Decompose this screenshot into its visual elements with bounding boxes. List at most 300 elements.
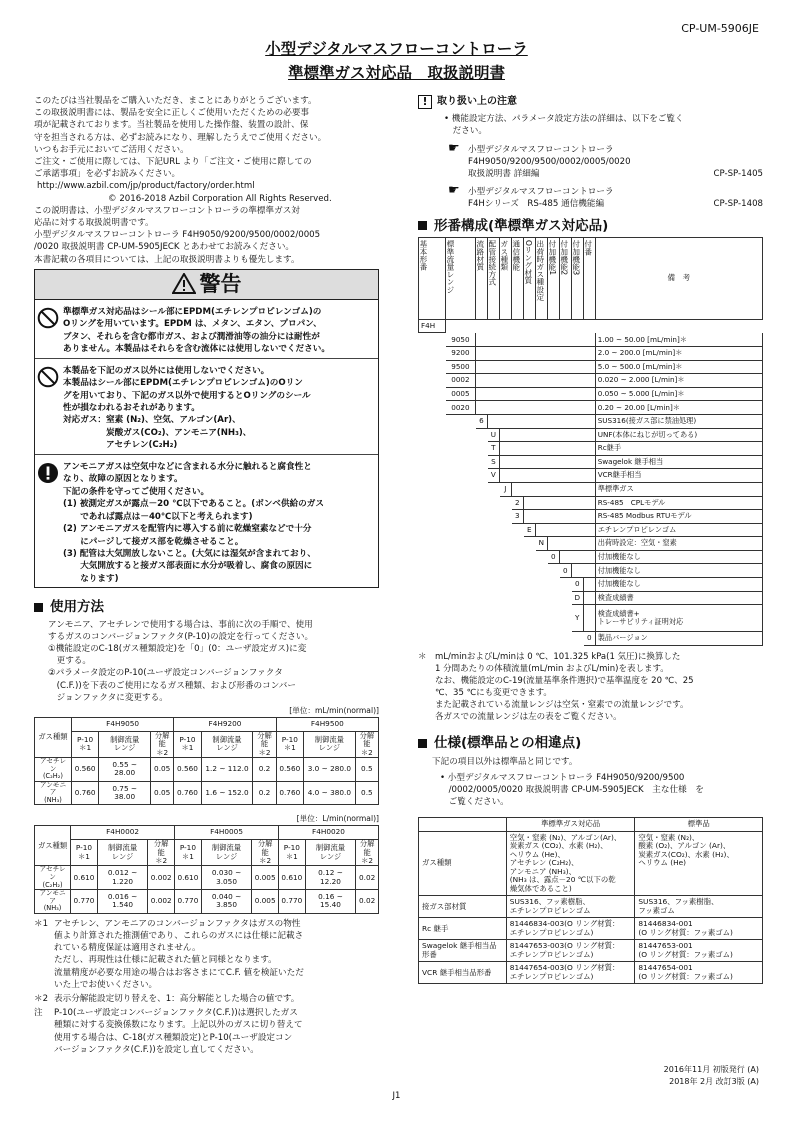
dash-cell bbox=[571, 333, 583, 347]
value-cell: 0.002 bbox=[148, 866, 175, 890]
blank-cell bbox=[445, 510, 475, 524]
blank-cell bbox=[419, 550, 446, 564]
model-row bbox=[419, 591, 763, 605]
table-row bbox=[35, 757, 379, 781]
spec-intro: 下記の項目以外は標準品と同じです。 bbox=[432, 757, 578, 768]
dash-cell bbox=[547, 333, 559, 347]
note-line: いた上でお使いください。 bbox=[54, 979, 158, 990]
model-header-text: 標準流量レンジ bbox=[445, 239, 455, 293]
model-code-cell: T bbox=[487, 442, 499, 456]
blank-cell bbox=[511, 523, 523, 537]
table-header-row bbox=[35, 717, 379, 731]
model-header-text: Oリング材質 bbox=[523, 239, 533, 284]
dash-cell bbox=[535, 469, 547, 483]
blank-cell bbox=[419, 469, 446, 483]
model-header: F4H0005 bbox=[175, 826, 279, 840]
blank-cell bbox=[499, 550, 511, 564]
value-cell: 0.760 bbox=[276, 781, 303, 805]
dash-cell bbox=[487, 414, 499, 428]
dash-cell bbox=[559, 469, 571, 483]
warning-line: ありません。本製品はそれらを含む流体には使用しないでください。 bbox=[63, 344, 330, 355]
intro-text bbox=[34, 95, 379, 180]
dash-cell bbox=[571, 523, 583, 537]
dash-cell bbox=[571, 428, 583, 442]
intro2-line: 小型デジタルマスフローコントローラ F4H9050/9200/9500/0002/0005 bbox=[34, 230, 321, 241]
blank-cell bbox=[487, 605, 499, 632]
model-note-cell: UNF(本体にねじが切ってある) bbox=[595, 428, 762, 442]
blank-cell bbox=[475, 550, 487, 564]
blank-cell bbox=[475, 632, 487, 646]
warning-line: にパージして接ガス部を乾燥させること。 bbox=[63, 536, 244, 547]
blank-cell bbox=[419, 482, 446, 496]
blank-cell bbox=[535, 564, 547, 578]
value-cell: 0.770 bbox=[71, 890, 98, 914]
dash-cell bbox=[547, 360, 559, 374]
empty-cell bbox=[571, 319, 583, 333]
handling-text bbox=[418, 113, 763, 137]
model-row bbox=[419, 550, 763, 564]
value-cell: 0.02 bbox=[356, 890, 379, 914]
dash-cell bbox=[547, 374, 559, 388]
model-code-cell: V bbox=[487, 469, 499, 483]
usage-notes bbox=[34, 918, 379, 1056]
dash-cell bbox=[535, 360, 547, 374]
intro-line: ご承諾事項」を必ずお読みください。 bbox=[34, 169, 181, 180]
note-line: 流量精度が必要な用途の場合はお客さまにてC.F. 値を検証いただ bbox=[54, 967, 304, 978]
spec-bullet-line: • 小型デジタルマスフローコントローラ F4H9050/9200/9500 bbox=[440, 772, 685, 783]
empty-cell bbox=[583, 319, 595, 333]
blank-cell bbox=[419, 591, 446, 605]
blank-cell bbox=[535, 591, 547, 605]
model-row bbox=[419, 455, 763, 469]
subheader-cell: P-10 ＊1 bbox=[71, 731, 98, 757]
value-cell: 0.16 ~ 15.40 bbox=[305, 890, 356, 914]
spec-header-row bbox=[419, 818, 763, 832]
dash-cell bbox=[523, 455, 535, 469]
value-cell: 3.0 ~ 280.0 bbox=[303, 757, 355, 781]
model-note-cell: 0.050 ~ 5.000 [L/min]＊ bbox=[595, 387, 762, 401]
dash-cell bbox=[547, 469, 559, 483]
dash-cell bbox=[547, 442, 559, 456]
blank-cell bbox=[475, 496, 487, 510]
blank-cell bbox=[523, 537, 535, 551]
model-note-cell: 準標準ガス bbox=[595, 482, 762, 496]
dash-cell bbox=[511, 428, 523, 442]
model-note-cell: 付加機能なし bbox=[595, 550, 762, 564]
model-note-cell: 0.20 ~ 20.00 [L/min]＊ bbox=[595, 401, 762, 415]
dash-cell bbox=[571, 482, 583, 496]
subheader-cell: P-10 ＊1 bbox=[174, 731, 201, 757]
left-column bbox=[34, 95, 379, 1056]
intro-line: 項が記載されております。当社製品を使用した操作盤、装置の設計、保 bbox=[34, 120, 309, 131]
model-row bbox=[419, 523, 763, 537]
model-header: F4H0020 bbox=[279, 826, 379, 840]
dash-cell bbox=[559, 537, 571, 551]
pointing-hand-icon: ☛ bbox=[448, 183, 460, 199]
spec-bullet bbox=[418, 772, 763, 809]
empty-cell bbox=[499, 319, 511, 333]
spec-header-cell bbox=[419, 818, 507, 832]
dash-cell bbox=[571, 401, 583, 415]
dash-cell bbox=[547, 455, 559, 469]
gas-name-cell: アンモニア (NH₃) bbox=[35, 781, 72, 805]
value-cell: 0.005 bbox=[252, 866, 279, 890]
spec-standard-cell: SUS316、フッ素樹脂、 フッ素ゴム bbox=[635, 896, 763, 918]
dash-cell bbox=[523, 401, 535, 415]
blank-cell bbox=[445, 428, 475, 442]
usage-line: アンモニア、アセチレンで使用する場合は、事前に次の手順で、使用 bbox=[48, 619, 313, 630]
blank-cell bbox=[475, 469, 487, 483]
note-mark: ＊2 bbox=[34, 994, 49, 1005]
spec-standard-cell: 空気・窒素 (N₂)、 酸素 (O₂)、アルゴン (Ar)、 炭素ガス(CO₂)、水素 (H₂)、 ヘリウム (He) bbox=[635, 831, 763, 896]
dash-cell bbox=[583, 428, 595, 442]
blank-cell bbox=[487, 482, 499, 496]
blank-cell bbox=[559, 578, 571, 592]
intro-text-2 bbox=[34, 205, 379, 266]
blank-cell bbox=[475, 605, 487, 632]
dash-cell bbox=[487, 333, 499, 347]
dash-cell bbox=[523, 333, 535, 347]
dash-cell bbox=[511, 455, 523, 469]
blank-cell bbox=[535, 550, 547, 564]
model-note-cell: 検査成績書+ トレーサビリティ証明対応 bbox=[595, 605, 762, 632]
warning-line: (3) 配管は大気開放しないこと。(大気には湿気が含まれており、 bbox=[63, 549, 316, 559]
dash-cell bbox=[475, 374, 487, 388]
blank-cell bbox=[445, 414, 475, 428]
dash-cell bbox=[583, 387, 595, 401]
subheader-cell: 制御流量 レンジ bbox=[303, 731, 355, 757]
dash-cell bbox=[499, 360, 511, 374]
blank-cell bbox=[571, 632, 583, 646]
note-line: 使用する場合は、C-18(ガス種類設定)とP-10(ユーザ設定コン bbox=[54, 1032, 293, 1043]
model-header-cell bbox=[445, 237, 475, 319]
warning-line: であれば露点は－40℃以下と考えられます) bbox=[63, 511, 253, 522]
warning-line: 準標準ガス対応品はシール部にEPDM(エチレンプロピレンゴム)の bbox=[63, 306, 322, 317]
blank-cell bbox=[511, 591, 523, 605]
spec-table bbox=[418, 817, 763, 984]
value-cell: 0.5 bbox=[355, 757, 378, 781]
subheader-cell: 制御流量 レンジ bbox=[201, 840, 252, 866]
value-cell: 1.6 ~ 152.0 bbox=[201, 781, 253, 805]
dash-cell bbox=[583, 550, 595, 564]
model-header: F4H0002 bbox=[71, 826, 175, 840]
dash-cell bbox=[535, 401, 547, 415]
dash-cell bbox=[571, 387, 583, 401]
warning-line: (2) アンモニアガスを配管内に導入する前に乾燥窒素などで十分 bbox=[63, 524, 312, 535]
blank-cell bbox=[535, 605, 547, 632]
blank-cell bbox=[499, 605, 511, 632]
note-line: P-10(ユーザ設定コンバージョンファクタ(C.F.))は選択したガス bbox=[54, 1008, 298, 1019]
model-header-text: 出荷時ガス種設定 bbox=[535, 239, 545, 301]
model-row bbox=[419, 414, 763, 428]
spec-standard-cell: 81446834-001 (O リング材質：フッ素ゴム) bbox=[635, 918, 763, 940]
model-heading: 形番構成(準標準ガス対応品) bbox=[418, 218, 763, 234]
dash-cell bbox=[571, 374, 583, 388]
subheader-cell: 分解能 ＊2 bbox=[356, 840, 379, 866]
gas-column-header: ガス種類 bbox=[35, 717, 72, 757]
subheader-cell: 制御流量 レンジ bbox=[305, 840, 356, 866]
model-code-cell: U bbox=[487, 428, 499, 442]
dash-cell bbox=[511, 401, 523, 415]
order-url[interactable]: http://www.azbil.com/jp/product/factory/order.html bbox=[37, 181, 255, 192]
table-header-row bbox=[35, 826, 379, 840]
reference-code: CP-SP-1405 bbox=[713, 169, 763, 179]
blank-cell bbox=[487, 632, 499, 646]
warning-item bbox=[35, 359, 378, 455]
model-code-cell: 0020 bbox=[445, 401, 475, 415]
dash-cell bbox=[559, 387, 571, 401]
warning-line: 本製品はシール部にEPDM(エチレンプロピレンゴム)のOリン bbox=[63, 378, 303, 389]
empty-cell bbox=[559, 319, 571, 333]
dash-cell bbox=[583, 414, 595, 428]
blank-cell bbox=[445, 496, 475, 510]
dash-cell bbox=[559, 442, 571, 456]
model-row bbox=[419, 632, 763, 646]
exclamation-icon bbox=[37, 461, 63, 586]
dash-cell bbox=[559, 346, 571, 360]
model-footnote bbox=[418, 651, 763, 723]
spec-heading: 仕様(標準品との相違点) bbox=[418, 735, 763, 751]
dash-cell bbox=[571, 550, 583, 564]
reference-code: CP-SP-1408 bbox=[713, 199, 763, 210]
value-cell: 0.005 bbox=[252, 890, 279, 914]
spec-bullet-line: ご覧ください。 bbox=[440, 797, 509, 808]
note-line: 値より計算された推測値であり、これらのガスには仕様に記載さ bbox=[54, 931, 304, 942]
value-cell: 0.760 bbox=[71, 781, 98, 805]
dash-cell bbox=[583, 510, 595, 524]
model-row bbox=[419, 374, 763, 388]
value-cell: 0.770 bbox=[175, 890, 202, 914]
value-cell: 0.012 ~ 1.220 bbox=[97, 866, 148, 890]
blank-cell bbox=[419, 605, 446, 632]
reference-item bbox=[448, 184, 763, 210]
model-code-cell: J bbox=[499, 482, 511, 496]
empty-cell bbox=[445, 319, 475, 333]
blank-cell bbox=[547, 564, 559, 578]
dash-cell bbox=[487, 360, 499, 374]
model-footnote-line: また記載されている流量レンジは空気・窒素での流量レンジです。 bbox=[418, 700, 689, 711]
model-footnote-line: なお、機能設定のC-19(流量基準条件選択)で基準温度を 20 ℃、25 bbox=[418, 675, 694, 686]
dash-cell bbox=[559, 523, 571, 537]
model-header-text: 付加機能3 bbox=[571, 239, 581, 276]
dash-cell bbox=[559, 510, 571, 524]
note-text bbox=[54, 918, 304, 991]
model-header-cell bbox=[419, 237, 446, 319]
subheader-cell: 制御流量 レンジ bbox=[99, 731, 151, 757]
value-cell: 0.05 bbox=[151, 781, 174, 805]
dash-cell bbox=[583, 537, 595, 551]
dash-cell bbox=[571, 496, 583, 510]
intro2-line: 応品に対する取扱説明書です。 bbox=[34, 218, 154, 229]
blank-cell bbox=[523, 564, 535, 578]
dash-cell bbox=[559, 482, 571, 496]
note-item bbox=[34, 1007, 379, 1056]
model-header-cell bbox=[487, 237, 499, 319]
warning-triangle-icon bbox=[172, 273, 196, 301]
spec-header-cell: 準標準ガス対応品 bbox=[506, 818, 635, 832]
table-row bbox=[35, 781, 379, 805]
model-note-cell: VCR継手相当 bbox=[595, 469, 762, 483]
spec-row bbox=[419, 918, 763, 940]
dash-cell bbox=[475, 346, 487, 360]
model-header-text: 配管接続方式 bbox=[487, 239, 497, 286]
model-header: F4H9200 bbox=[174, 717, 276, 731]
dash-cell bbox=[547, 496, 559, 510]
model-row bbox=[419, 578, 763, 592]
model-code-cell: S bbox=[487, 455, 499, 469]
dash-cell bbox=[547, 537, 559, 551]
subheader-cell: 制御流量 レンジ bbox=[97, 840, 148, 866]
dash-cell bbox=[571, 510, 583, 524]
spec-special-cell: 81447654-003(O リング材質： エチレンプロピレンゴム) bbox=[506, 962, 635, 984]
dash-cell bbox=[547, 414, 559, 428]
note-line: 種類に対する変換係数になります。上記以外のガスに切り替えて bbox=[54, 1020, 303, 1031]
intro2-line: この説明書は、小型デジタルマスフローコントローラの準標準ガス対 bbox=[34, 205, 300, 216]
warning-line: なります) bbox=[63, 573, 119, 584]
dash-cell bbox=[535, 442, 547, 456]
dash-cell bbox=[559, 428, 571, 442]
value-cell: 0.2 bbox=[253, 781, 276, 805]
value-cell: 0.05 bbox=[151, 757, 174, 781]
blank-cell bbox=[419, 346, 446, 360]
model-note-cell: 検査成績書 bbox=[595, 591, 762, 605]
model-note-cell: 付加機能なし bbox=[595, 578, 762, 592]
dash-cell bbox=[535, 346, 547, 360]
dash-cell bbox=[499, 414, 511, 428]
dash-cell bbox=[511, 374, 523, 388]
value-cell: 0.016 ~ 1.540 bbox=[97, 890, 148, 914]
conversion-table-2 bbox=[34, 825, 379, 914]
intro2-line: 本書記載の各項目については、上記の取扱説明書よりも優先します。 bbox=[34, 254, 300, 265]
blank-cell bbox=[445, 482, 475, 496]
warning-line: 対応ガス：窒素 (N₂)、空気、アルゴン(Ar)、 bbox=[63, 415, 241, 426]
model-header-cell bbox=[475, 237, 487, 319]
blank-cell bbox=[523, 605, 535, 632]
warning-line: 性が損なわれるおそれがあります。 bbox=[63, 403, 200, 414]
model-code-cell: 9200 bbox=[445, 346, 475, 360]
value-cell: 0.02 bbox=[356, 866, 379, 890]
model-header: F4H9050 bbox=[71, 717, 173, 731]
spec-row bbox=[419, 896, 763, 918]
table-subheader-row bbox=[35, 731, 379, 757]
blank-cell bbox=[559, 591, 571, 605]
dash-cell bbox=[571, 455, 583, 469]
value-cell: 0.610 bbox=[175, 866, 202, 890]
model-base-row bbox=[419, 319, 763, 333]
blank-cell bbox=[487, 550, 499, 564]
blank-cell bbox=[419, 632, 446, 646]
document-number: CP-UM-5906JE bbox=[681, 22, 759, 35]
blank-cell bbox=[511, 564, 523, 578]
model-note-cell: RS-485 CPLモデル bbox=[595, 496, 762, 510]
value-cell: 0.002 bbox=[148, 890, 175, 914]
blank-cell bbox=[419, 360, 446, 374]
reference-line: ☛ 小型デジタルマスフローコントローラ bbox=[448, 183, 614, 199]
model-note-cell: 2.0 ~ 200.0 [mL/min]＊ bbox=[595, 346, 762, 360]
model-note-cell: 0.020 ~ 2.000 [L/min]＊ bbox=[595, 374, 762, 388]
dash-cell bbox=[583, 469, 595, 483]
dash-cell bbox=[487, 387, 499, 401]
blank-cell bbox=[499, 537, 511, 551]
dash-cell bbox=[535, 455, 547, 469]
note-line: アセチレン、アンモニアのコンバージョンファクタはガスの物性 bbox=[54, 918, 301, 929]
blank-cell bbox=[499, 632, 511, 646]
warning-text bbox=[63, 461, 374, 586]
empty-cell bbox=[595, 319, 762, 333]
intro-line: ご注文・ご使用に際しては、下記URL より「ご注文・ご使用に際しての bbox=[34, 157, 312, 168]
value-cell: 0.5 bbox=[355, 781, 378, 805]
blank-cell bbox=[523, 578, 535, 592]
intro-line: この取扱説明書には、製品を安全に正しくご使用いただくための必要事 bbox=[34, 108, 310, 119]
dash-cell bbox=[559, 374, 571, 388]
model-row bbox=[419, 605, 763, 632]
blank-cell bbox=[487, 510, 499, 524]
reference-title: 取扱説明書 詳細編 bbox=[468, 169, 540, 179]
copyright: © 2016-2018 Azbil Corporation All Rights Reserved. bbox=[108, 193, 332, 204]
dash-cell bbox=[571, 442, 583, 456]
dash-cell bbox=[535, 414, 547, 428]
model-code-cell: N bbox=[535, 537, 547, 551]
dash-cell bbox=[523, 442, 535, 456]
blank-cell bbox=[547, 591, 559, 605]
blank-cell bbox=[511, 578, 523, 592]
dash-cell bbox=[547, 401, 559, 415]
dash-cell bbox=[583, 333, 595, 347]
dash-cell bbox=[499, 401, 511, 415]
note-line: れている精度保証は適用されません。 bbox=[54, 943, 201, 954]
blank-cell bbox=[419, 537, 446, 551]
right-column bbox=[418, 95, 763, 984]
dash-cell bbox=[523, 469, 535, 483]
blank-cell bbox=[511, 550, 523, 564]
empty-cell bbox=[487, 319, 499, 333]
dash-cell bbox=[523, 482, 535, 496]
blank-cell bbox=[547, 578, 559, 592]
pointing-hand-icon: ☛ bbox=[448, 140, 460, 156]
model-row bbox=[419, 442, 763, 456]
dash-cell bbox=[499, 374, 511, 388]
blank-cell bbox=[475, 523, 487, 537]
subheader-cell: P-10 ＊1 bbox=[175, 840, 202, 866]
subheader-cell: 分解能 ＊2 bbox=[355, 731, 378, 757]
model-header-cell bbox=[571, 237, 583, 319]
model-header: F4H9500 bbox=[276, 717, 378, 731]
warning-line: ブタン、それらを含む都市ガス、および潤滑油等の油分には耐性が bbox=[63, 331, 320, 342]
blank-cell bbox=[487, 578, 499, 592]
dash-cell bbox=[583, 360, 595, 374]
dash-cell bbox=[571, 346, 583, 360]
blank-cell bbox=[445, 605, 475, 632]
dash-cell bbox=[583, 591, 595, 605]
dash-cell bbox=[547, 346, 559, 360]
dash-cell bbox=[499, 455, 511, 469]
dash-cell bbox=[475, 333, 487, 347]
spec-special-cell: 81447653-003(O リング材質： エチレンプロピレンゴム) bbox=[506, 940, 635, 962]
warning-line: アセチレン(C₂H₂) bbox=[63, 440, 178, 451]
model-header-text: 付加機能1 bbox=[547, 239, 557, 276]
value-cell: 0.55 ~ 28.00 bbox=[99, 757, 151, 781]
dash-cell bbox=[583, 578, 595, 592]
value-cell: 0.610 bbox=[71, 866, 98, 890]
blank-cell bbox=[419, 578, 446, 592]
dash-cell bbox=[535, 482, 547, 496]
dash-cell bbox=[583, 455, 595, 469]
dash-cell bbox=[475, 387, 487, 401]
blank-cell bbox=[445, 523, 475, 537]
model-header-cell: 備 考 bbox=[595, 237, 762, 319]
spec-standard-cell: 81447653-001 (O リング材質：フッ素ゴム) bbox=[635, 940, 763, 962]
model-footnote-line: 各ガスでの流量レンジは左の表をご覧ください。 bbox=[418, 712, 622, 723]
